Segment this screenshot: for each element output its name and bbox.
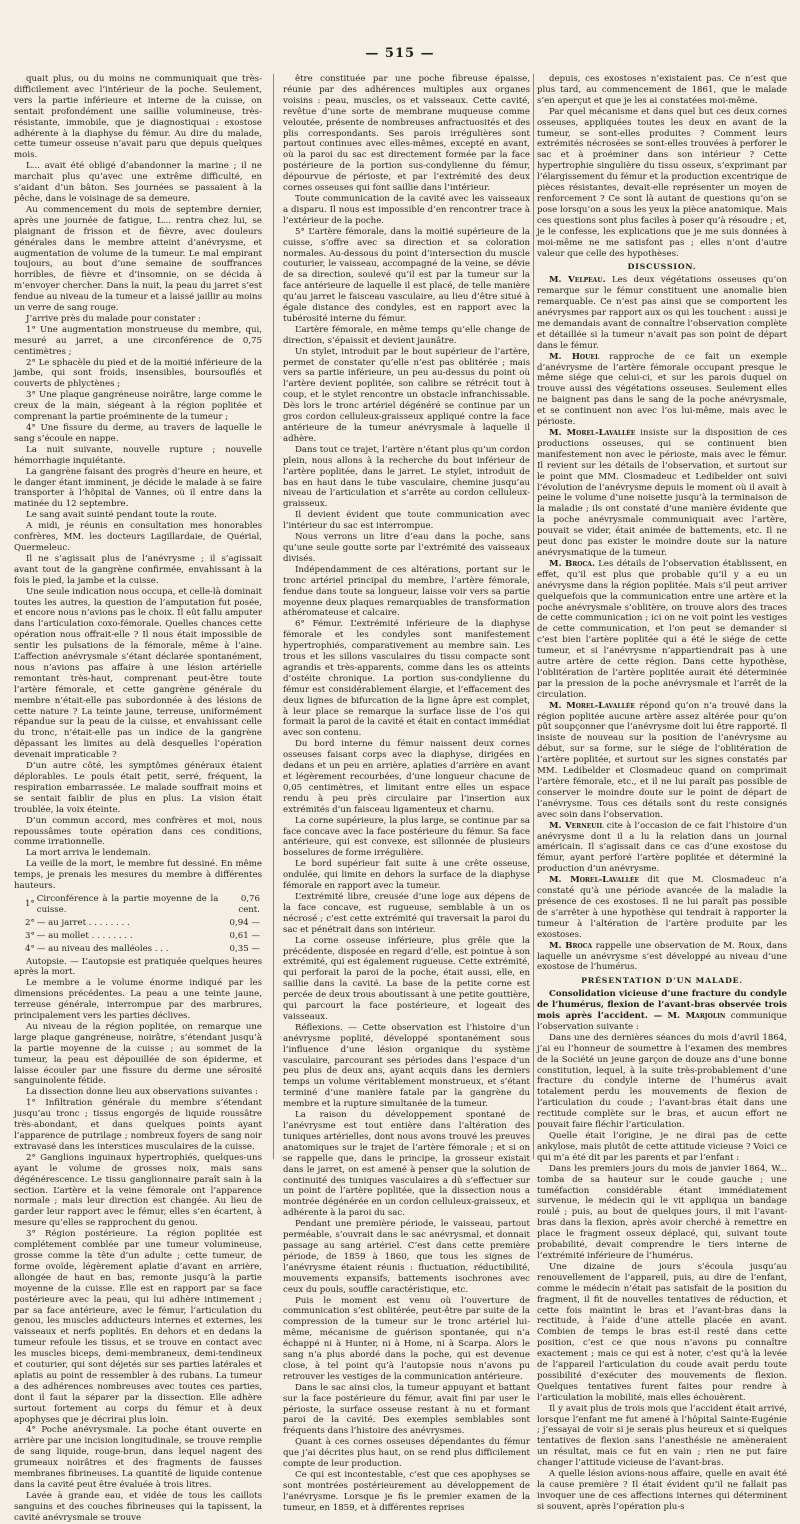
speaker-name: M. Velpeau.: [549, 275, 606, 286]
paragraph: 2° Le sphacèle du pied et de la moitié inférieure de la jambe, qui sont froids, insensibles, boursouflés et couverts de phlyctènes ;: [14, 357, 262, 390]
paragraph: 3° Une plaque gangréneuse noirâtre, large comme le creux de la main, siégeant à la région poplitée et comprenant la partie proéminente de la tumeur ;: [14, 390, 262, 423]
speaker-name: M. Morel-Lavallée: [549, 428, 636, 438]
speaker-name: M. Marjolin: [667, 1011, 726, 1022]
paragraph: Dans le sac ainsi clos, la tumeur appuyant et battant sur la face postérieure du fémur, avait fini par user le périoste, la surface osseuse restant à nu et formant paroi de la cavité. Des exemples semblables sont fréquents dans l’histoire des anévrysmes.: [283, 1382, 530, 1437]
paragraph: Un stylet, introduit par le bout supérieur de l’artère, permet de constater qu’elle n’est pas oblitérée ; mais vers sa partie inférieure, un peu au-dessus du point où l’artère devient poplitée, son calibre se rétrécit tout à coup, et le stylet rencontre un obstacle infranchissable. Dès lors le tronc artériel dégénéré se continue par un gros cordon celluleux-graisseux appliqué contre la face antérieure de la tumeur anévrysmale à laquelle il adhère.: [283, 346, 530, 444]
paragraph: La raison du développement spontané de l’anévrysme est tout entière dans l’altération des tuniques artérielles, dont nous avons trouvé les preuves anatomiques sur le trajet de l’artère fémorale ; et si on se rappelle que, dans le principe, la grosseur existait dans le jarret, on est amené à penser que la solution de continuité des tuniques vasculaires a dû s’effectuer sur un point de l’artère poplitée, que la dissection nous a montrée dégénérée en un cordon celluleux-graisseux, et adhérente à la paroi du sac.: [283, 1110, 530, 1219]
paragraph: L’extrémité libre, creusée d’une loge aux dépens de la face concave, est rugueuse, semblable à un os nécrosé ; c’est cette extrémité qui traversait la paroi du sac et pénétrait dans son intérieur.: [283, 891, 530, 935]
paragraph: D’un autre côté, les symptômes généraux étaient déplorables. Le pouls était petit, serré, fréquent, la respiration embarrassée. Le malade souffrait moins et se sentait faiblir de plus en plus. La vision était troublée, la voix éteinte.: [14, 761, 262, 815]
paragraph: Par quel mécanisme et dans quel but ces deux cornes osseuses, appliquées toutes les deux en avant de la tumeur, se sont-elles produites ? Comment leurs extrémités nécrosées se sont-elles trouvées à perforer le sac et à proéminer dans son intérieur ? Cette hypertrophie singulière du tissu osseux, s’exprimant par l’élargissement du fémur et la production excentrique de pièces résistantes, devait-elle représenter un moyen de renforcement ? Ce sont là autant de questions qu’on se pose lorsqu’on a sous les yeux la pièce anatomique. Mais ces questions sont plus faciles à poser qu’à résoudre ; et, je le confesse, les explications que je me suis données à moi-même ne me satisfont pas ; elles n’ont d’autre valeur que celle des hypothèses.: [537, 106, 787, 259]
paragraph: Autopsie. — L’autopsie est pratiquée quelques heures après la mort.: [14, 956, 262, 978]
paragraph: Dans une des dernières séances du mois d’avril 1864, j’ai eu l’honneur de soumettre à l’examen des membres de la Société un jeune garçon de douze ans d’une bonne constitution, lequel, à la suite très-probablement d’une fracture du condyle interne de l’humérus avait totalement perdu les mouvements de flexion de l’articulation du coude ; l’avant-bras était dans une rectitude complète sur le bras, et aucun effort ne pouvait faire fléchir l’articulation.: [537, 1032, 787, 1131]
discussion-entry: M. Morel-Lavallée insiste sur la disposition de ces productions osseuses, qui se continuent bien manifestement non avec le périoste, mais avec le fémur. Il revient sur les détails de l’observation, et surtout sur le point que MM. Closmadeuc et Ledibelder ont suivi l’évolution de l’anévrysme depuis le moment où il avait à peine le volume d’une noisette jusqu’à la terminaison de la maladie ; ils ont constaté d’une manière évidente que la poche anévrysmale communiquait avec l’artère, pouvait se vider, était animée de battements, etc. Il ne peut donc pas exister le moindre doute sur la nature anévrysmatique de la tumeur.: [537, 428, 787, 558]
paragraph: Réflexions. — Cette observation est l’histoire d’un anévrysme poplité, développé spontanément sous l’influence d’une lésion organique du système vasculaire, parcourant ses périodes dans l’espace d’un peu plus de deux ans, ayant acquis dans les derniers temps un volume véritablement monstrueux, et s’étant terminé d’une manière fatale par la gangrène du membre et la rupture simultanée de la tumeur.: [283, 1022, 530, 1110]
measurements-table: [24, 893, 272, 956]
paragraph: Une dizaine de jours s’écoula jusqu’au renouvellement de l’appareil, puis, au dire de l’enfant, comme le médecin n’était pas satisfait de la position du fragment, il fit de nouvelles tentatives de réduction, et cette fois maintint le bras et l’avant-bras dans la rectitude, à l’aide d’une attelle placée en avant. Combien de temps le bras est-il resté dans cette position, c’est ce que nous n’avons pu connaître exactement ; mais ce qui est à noter, c’est qu’à la levée de l’appareil l’articulation du coude avait perdu toute possibilité d’exécuter des mouvements de flexion. Quelques tentatives furent faites pour rendre à l’articulation la mobilité, mais elles échouèrent.: [537, 1261, 787, 1403]
paragraph: 2° Ganglions inguinaux hypertrophiés, quelques-uns ayant le volume de grosses noix, mais sans dégénérescence. Le tissu ganglionnaire paraît sain à la section. L’artère et la veine fémorale ont l’apparence normale ; mais leur direction est changée. Au lieu de garder leur rapport avec le fémur, elles s’en écartent, à mesure qu’elles se rapprochent du genou.: [14, 1152, 262, 1229]
paragraph: L’artère fémorale, en même temps qu’elle change de direction, s’épaissit et devient jaunâtre.: [283, 324, 530, 346]
column-3: [537, 74, 788, 1512]
paragraph: La corne supérieure, la plus large, se continue par sa face concave avec la face postérieure du fémur. Sa face antérieure, qui est convexe, est sillonnée de plusieurs bosselures de forme irrégulière.: [283, 815, 530, 859]
discussion-entry: M. Morel-Lavallée répond qu’on n’a trouvé dans la région poplitée aucune artère assez altérée pour qu’on pût soupçonner que l’anévrysme doit lui être rapporté. Il insiste de nouveau sur la position de l’anévrysme au début, sur sa forme, sur le siége de l’oblitération de l’artère poplitée, et surtout sur les signes constatés par MM. Ledibelder et Closmadeuc quand on comprimait l’artère fémorale, etc., et il ne lui paraît pas possible de conserver le moindre doute sur le point de départ de l’anévrysme. Tous ces détails sont du reste consignés avec soin dans l’observation.: [537, 700, 787, 820]
paragraph: Le sang avait suinté pendant toute la route.: [26, 510, 217, 521]
paragraph: Dans tout ce trajet, l’artère n’étant plus qu’un cordon plein, nous allons à la recherche du bout inférieur de l’artère poplitée, dans le jarret. Le stylet, introduit de bas en haut dans le tube vasculaire, chemine jusqu’au niveau de l’articulation et s’arrête au cordon celluleux-graisseux.: [283, 444, 530, 510]
speaker-name: M. Houel: [549, 351, 600, 362]
paragraph: quait plus, ou du moins ne communiquait que très-difficilement avec l’intérieur de la poche. Seulement, vers la partie inférieure et interne de la cuisse, on sentait profondément une saillie volumineuse, très-résistante, immobile, que je diagnostiquai : exostose adhérente à la diaphyse du fémur. Au dire du malade, cette tumeur osseuse n’avait paru que depuis quelques mois.: [14, 74, 262, 161]
paragraph: Dans les premiers jours du mois de janvier 1864, W... tomba de sa hauteur sur le coude gauche ; une tuméfaction considérable étant immédiatement survenue, le médecin qui le vit appliqua un bandage roulé ; puis, au bout de quelques jours, il mit l’avant-bras dans la flexion, après avoir cherché à remettre en place le fragment osseux déplacé, qui, suivant toute probabilité, devait comprendre le tiers interne de l’extrémité inférieure de l’humérus.: [537, 1163, 787, 1261]
measurement-row: 4° — au niveau des malléoles . . . 0,35 —: [25, 943, 260, 954]
paragraph: Au commencement du mois de septembre dernier, après une journée de fatigue, L... rentra chez lui, se plaignant de frisson et de fièvre, avec douleurs générales dans le membre atteint d’anévrysme, et augmentation de volume de la tumeur. Le mal empirant toujours, au bout d’une semaine de souffrances horribles, de fièvre et d’insomnie, on se décida à m’envoyer chercher. Dans la nuit, la peau du jarret s’est fendue au niveau de la tumeur et a laissé jaillir au moins un verre de sang rouge.: [14, 204, 262, 314]
paragraph: Quant à ces cornes osseuses dépendantes du fémur que j’ai décrites plus haut, on se rend plus difficilement compte de leur production.: [283, 1437, 530, 1470]
discussion-entry: M. Broca rappelle une observation de M. Roux, dans laquelle un anévrysme s’est développé au niveau d’une exostose de l’humérus.: [537, 940, 788, 973]
paragraph: 1° Une augmentation monstrueuse du membre, qui, mesuré au jarret, a une circonférence de 0,75 centimètres ;: [14, 324, 262, 357]
column-divider: [273, 74, 274, 1159]
paragraph: 6° Fémur. L’extrémité inférieure de la diaphyse fémorale et les condyles sont manifestement hypertrophiés, comparativement au membre sain. Les trous et les sillons vasculaires du tissu compacte sont agrandis et très-apparents, comme dans les os atteints d’ostéite chronique. La portion sus-condylienne du fémur est considérablement élargie, et l’effacement des deux lignes de bifurcation de la ligne âpre est complet, à leur place se remarque la surface lisse de l’os qui formait la paroi de la cavité et était en contact immédiat avec son contenu.: [283, 619, 530, 739]
paragraph: Du bord interne du fémur naissent deux cornes osseuses faisant corps avec la diaphyse, dirigées en dedans et un peu en arrière, aplaties d’arrière en avant et légèrement recourbées, d’une longueur chacune de 0,05 centimètres, et limitant entre elles un espace rendu à peu près circulaire par l’insertion aux extrémités d’un faisceau ligamenteux et charnu.: [283, 739, 530, 815]
paragraph: 4° Poche anévrysmale. La poche étant ouverte en arrière par une incision longitudinale, se trouve remplie de sang liquide, rouge-brun, dans lequel nagent des grumeaux noirâtres et des fragments de fausses membranes fibrineuses. La quantité de liquide contenue dans la cavité peut être évaluée à trois litres.: [14, 1425, 262, 1490]
column-1: [14, 74, 262, 1523]
paragraph: Nous verrons un litre d’eau dans la poche, sans qu’une seule goutte sorte par l’extrémité des vaisseaux divisés.: [283, 532, 530, 564]
paragraph: Il y avait plus de trois mois que l’accident était arrivé, lorsque l’enfant me fut amené à l’hôpital Sainte-Eugénie ; j’essayai de voir si je serais plus heureux et si quelques tentatives de flexion sans l’anesthésie ne amèneraient un résultat, mais ce fut en vain ; rien ne put faire changer l’attitude vicieuse de l’avant-bras.: [537, 1403, 787, 1469]
page-number: — 515 —: [365, 46, 435, 61]
speaker-name: M. Broca.: [549, 558, 595, 569]
paragraph: La gangrène faisant des progrès d’heure en heure, et le danger étant imminent, je décide le malade à se faire transporter à l’hôpital de Vannes, où il entre dans la matinée du 12 septembre.: [14, 466, 262, 510]
paragraph: depuis, ces exostoses n’existaient pas. Ce n’est que plus tard, au commencement de 1861, que le malade s’en aperçut et que je les ai constatées moi-même.: [537, 74, 787, 106]
paragraph: Le membre a le volume énorme indiqué par les dimensions précédentes. La peau a une teinte jaune, terreuse générale, interrompue par des marbrures, principalement vers les parties déclives.: [14, 978, 262, 1022]
paragraph: Ce qui est incontestable, c’est que ces apophyses se sont montrées postérieurement au développement de l’anévrysme. Lorsque je fis le premier examen de la tumeur, en 1859, et à différentes reprises: [283, 1470, 530, 1513]
paragraph: La mort arriva le lendemain.: [26, 848, 151, 859]
paragraph: Lavée à grande eau, et vidée de tous les caillots sanguins et des couches fibrineuses qui la tapissent, la cavité anévrysmale se trouve: [14, 1490, 262, 1523]
paragraph: La corne osseuse inférieure, plus grêle que la précédente, disposée en regard d’elle, est pointue à son extrémité, qui est également rugueuse. Cette extrémité, qui perforait la paroi de la poche, était aussi, elle, en saillie dans la cavité. La base de la petite corne est percée de deux trous aboutissant à une petite gouttière, qui parcourt la face postérieure, et logeait des vaisseaux.: [283, 935, 530, 1022]
paragraph: Puis le moment est venu où l’ouverture de communication s’est oblitérée, peut-être par suite de la compression de la tumeur sur le tronc artériel lui-même, mécanisme de guérison spontanée, qui n’a échappé ni à Hunter, ni à Home, ni à Scarpa. Alors le sang n’a plus abordé dans la poche, qui est devenue close, à tel point qu’à l’autopsie nous n’avons pu retrouver les vestiges de la communication antérieure.: [283, 1295, 530, 1382]
paragraph: La dissection donne lieu aux observations suivantes :: [26, 1087, 258, 1098]
paragraph: La nuit suivante, nouvelle rupture ; nouvelle hémorrhagie inquiétante.: [14, 444, 262, 466]
paragraph: D’un commun accord, mes confrères et moi, nous repoussâmes toute opération dans ces conditions, comme irrationnelle.: [14, 815, 262, 848]
paragraph: 3° Région postérieure. La région poplitée est complétement comblée par une tumeur volumineuse, grosse comme la tête d’un adulte ; cette tumeur, de forme ovoïde, légèrement aplatie d’avant en arrière, allongée de haut en bas, remonte jusqu’à la partie moyenne de la cuisse. Elle est en rapport par sa face postérieure avec la peau, qui lui adhère intimement ; par sa face antérieure, avec le fémur, l’articulation du genou, les muscles adducteurs internes et externes, les vaisseaux et nerfs poplités. En dehors et en dedans la tumeur refoule les tissus, et se trouve en contact avec les muscles biceps, demi-membraneux, demi-tendineux et couturier, qui sont déjetés sur ses parties latérales et aplatis au point de ressembler à des rubans. La tumeur a des adhérences nombreuses avec toutes ces parties, dont il faut la séparer par la dissection. Elle adhère surtout fortement au corps du fémur et à deux apophyses que je décrirai plus loin.: [14, 1229, 262, 1425]
paragraph: être constituée par une poche fibreuse épaisse, réunie par des adhérences multiples aux organes voisins : peau, muscles, os et vaisseaux. Cette cavité, revêtue d’une sorte de membrane muqueuse comme veloutée, présente de nombreuses anfractuosités et des plis correspondants. Ses parois irrégulières sont partout continues avec elles-mêmes, excepté en avant, où la paroi du sac est directement formée par la face postérieure de la portion sus-condylienne du fémur, dépourvue de périoste, et par l’extrémité des deux cornes osseuses qui font saillie dans l’intérieur.: [283, 74, 530, 194]
discussion-entry: M. Velpeau. Les deux végétations osseuses qu’on remarque sur le fémur constituent une anomalie bien remarquable. Ce n’est pas ainsi que se comportent les anévrysmes par rapport aux os qui les touchent : aussi je me demandais avant de connaître l’observation complète et détaillée si la tumeur n’avait pas son point de départ dans le fémur.: [537, 275, 787, 351]
measurement-row: 3° — au mollet . . . . . . . . 0,61 —: [25, 930, 260, 941]
measurement-row: 1° Circonférence à la partie moyenne de la cuisse. 0,76 cent.: [25, 893, 260, 915]
presentation-title: Consolidation vicieuse d’une fracture du condyle de l’humérus, flexion de l’avant-bras observée trois mois après l’accident. — M. Marjolin communique l’observation suivante :: [537, 989, 788, 1032]
speaker-name: M. Verneuil: [549, 820, 604, 831]
paragraph: Le bord supérieur fait suite à une crête osseuse, ondulée, qui limite en dehors la surface de la diaphyse fémorale en rapport avec la tumeur.: [283, 859, 530, 892]
discussion-entry: M. Morel-Lavallée dit que M. Closmadeuc n’a constaté qu’à une période avancée de la maladie la présence de ces exostoses. Il ne lui paraît pas possible de s’arrêter à une hypothèse qui tendrait à rapporter la tumeur à l’altération de l’artère produite par les exostoses.: [537, 875, 787, 940]
paragraph: A quelle lésion avions-nous affaire, quelle en avait été la cause première ? Il était évident qu’il ne fallait pas invoquer une de ces affections internes qui déterminent si souvent, après l’opération plu-s: [537, 1469, 787, 1512]
paragraph: 1° Infiltration générale du membre s’étendant jusqu’au tronc ; tissus engorgés de liquide roussâtre très-abondant, et dans quelques points ayant l’apparence de putrilage ; nombreux foyers de sang noir extravasé dans les interstices musculaires de la cuisse.: [14, 1098, 262, 1152]
discussion-entry: M. Houel rapproche de ce fait un exemple d’anévrysme de l’artère fémorale occupant presque le même siége que celui-ci, et sur les parois duquel on trouve aussi des végétations osseuses. Seulement elles ne baignent pas dans le sang de la poche anévrysmale, et se continuent non avec l’os lui-même, mais avec le périoste.: [537, 351, 788, 428]
paragraph: 5° L’artère fémorale, dans la moitié supérieure de la cuisse, s’offre avec sa direction et sa coloration normales. Au-dessous du point d’intersection du muscle couturier, le vaisseau, accompagné de la veine, se dévie de sa direction, soulevé qu’il est par la tumeur sur la face antérieure de laquelle il est placé, de telle manière qu’au jarret le faisceau vasculaire, au lieu d’être situé à égale distance des condyles, est en rapport avec la tubérosité interne du fémur.: [283, 226, 530, 324]
paragraph: L... avait été obligé d’abandonner la marine ; il ne marchait plus qu’avec une extrême difficulté, en s’aidant d’un bâton. Ses journées se passaient à la pêche, dans le voisinage de sa demeure.: [14, 161, 262, 204]
paragraph: Au niveau de la région poplitée, on remarque une large plaque gangréneuse, noirâtre, s’étendant jusqu’à la partie moyenne de la cuisse ; au sommet de la tumeur, la peau est dépouillée de son épiderme, et laisse écouler par une fissure du derme une sérosité sanguinolente fétide.: [14, 1021, 262, 1087]
discussion-entry: M. Broca. Les détails de l’observation établissent, en effet, qu’il est plus que probable qu’il y a eu un anévrysme dans la région poplitée. Mais s’il peut arriver quelquefois que la communication entre une artère et la poche anévrysmale s’oblitère, on trouve alors des traces de cette communication ; ici on ne voit point les vestiges de cette communication, et l’on peut se demander si c’est bien l’artère poplitée qui a été le siége de cette tumeur, et si l’anévrysme n’appartiendrait pas à une autre artère de cette région. Dans cette hypothèse, l’oblitération de l’artère poplitée aurait été déterminée par la pression de la poche anévrysmale et l’arrêt de la circulation.: [537, 558, 787, 700]
paragraph: J’arrive près du malade pour constater :: [26, 313, 201, 324]
paragraph: Indépendamment de ces altérations, portant sur le tronc artériel principal du membre, l’artère fémorale, fendue dans toute sa longueur, laisse voir vers sa partie moyenne deux plaques remarquables de transformation athéromateuse et calcaire.: [283, 564, 530, 619]
column-divider: [533, 74, 534, 1159]
speaker-name: M. Morel-Lavallée: [549, 700, 635, 711]
paragraph: La veille de la mort, le membre fut dessiné. En même temps, je prenais les mesures du membre à différentes hauteurs.: [14, 859, 262, 892]
discussion-entry: M. Verneuil cite à l’occasion de ce fait l’histoire d’un anévrysme dont il a lu la relation dans un journal américain. Il s’agissait dans ce cas d’une exostose du fémur, ayant perforé l’artère poplitée et déterminé la production d’un anévrysme.: [537, 820, 787, 875]
paragraph: 4° Une fissure du derme, au travers de laquelle le sang s’écoule en nappe.: [14, 423, 262, 444]
discussion-heading: DISCUSSION.: [627, 262, 697, 272]
paragraph: Toute communication de la cavité avec les vaisseaux a disparu. Il nous est impossible d’en rencontrer trace à l’extérieur de la poche.: [283, 193, 530, 226]
paragraph: Une seule indication nous occupa, et celle-là dominait toutes les autres, la question de l’amputation fut posée, et encore nous n’avions pas le choix. Il eût fallu amputer dans l’articulation coxo-fémorale. Quelles chances cette opération nous offrait-elle ? Il nous était impossible de sentir les pulsations de la fémorale, même à l’aine. L’affection anévrysmale s’étant déclarée spontanément, nous n’avions pas affaire à une lésion artérielle remontant très-haut, comprenant peut-être toute l’artère fémorale, et cette gangrène générale du membre n’était-elle pas subordonnée à des lésions de cette nature ? La teinte jaune, terreuse, uniformément répandue sur la peau de la cuisse, et envahissant celle du tronc, n’était-elle pas un indice de la gangrène dépassant les limites au delà desquelles l’opération devenait impraticable ?: [14, 586, 262, 761]
paragraph: A midi, je réunis en consultation mes honorables confrères, MM. les docteurs Lagillardaie, de Quérial, Quermeleuc.: [14, 521, 262, 553]
column-2: [283, 74, 530, 1513]
speaker-name: M. Broca: [549, 940, 593, 951]
measurement-row: 2° — au jarret . . . . . . . . 0,94 —: [25, 917, 260, 928]
paragraph: Quelle était l’origine, je ne dirai pas de cette ankylose, mais plutôt de cette attitude vicieuse ? Voici ce qui m’a été dit par les parents et par l’enfant :: [537, 1131, 787, 1163]
paragraph: Il devient évident que toute communication avec l’intérieur du sac est interrompue.: [283, 510, 530, 532]
paragraph: Pendant une première période, le vaisseau, partout perméable, s’ouvrait dans le sac anévrysmal, et donnait passage au sang artériel. C’est dans cette première période, de 1859 à 1860, que tous les signes de l’anévrysme étaient réunis : fluctuation, réductibilité, mouvements expansifs, battements isochrones avec ceux du pouls, souffle caractéristique, etc.: [283, 1219, 530, 1295]
presentation-heading: PRÉSENTATION D’UN MALADE.: [581, 976, 743, 986]
speaker-name: M. Morel-Lavallée: [549, 875, 639, 886]
paragraph: Il ne s’agissait plus de l’anévrysme ; il s’agissait avant tout de la gangrène confirmée, envahissant à la fois le pied, la jambe et la cuisse.: [14, 553, 262, 586]
